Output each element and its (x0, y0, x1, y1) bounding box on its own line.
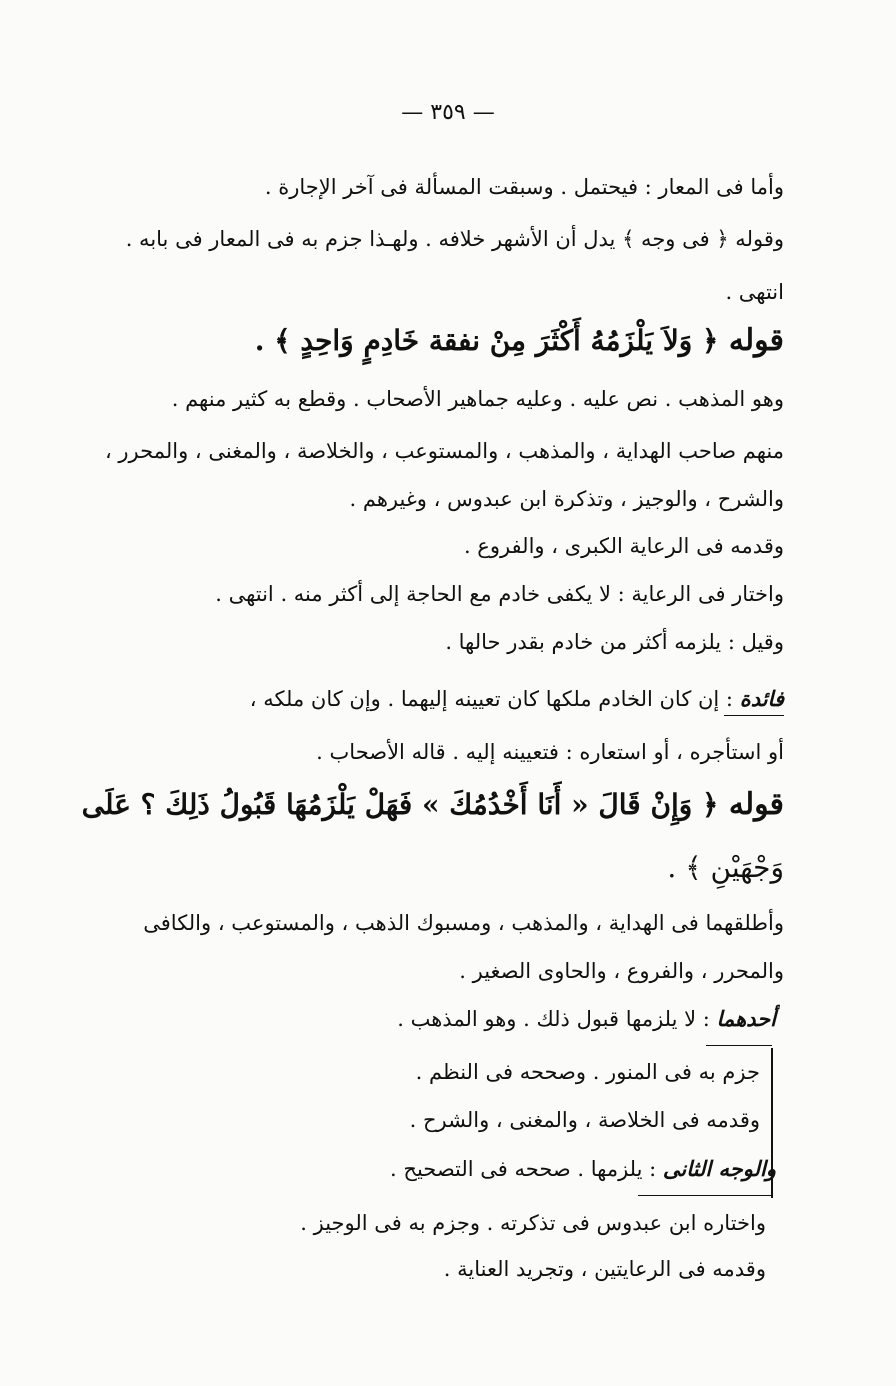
text-line: وقيل : يلزمه أكثر من خادم بقدر حالها . (445, 630, 784, 654)
text-line: وقدمه فى الرعاية الكبرى ، والفروع . (463, 534, 784, 558)
option-text: : يلزمها . صححه فى التصحيح . (390, 1157, 657, 1181)
text-line: وأما فى المعار : فيحتمل . وسبقت المسألة فى آخر الإجارة . (264, 175, 784, 199)
text-line: منهم صاحب الهداية ، والمذهب ، والمستوعب ، والخلاصة ، والمغنى ، والمحرر ، (104, 439, 784, 463)
text-line: واختاره ابن عبدوس فى تذكرته . وجزم به فى الوجيز . (300, 1211, 766, 1235)
heading-line (254, 323, 784, 358)
text-line: وَجْهَيْنِ ﴾ . (667, 851, 784, 884)
text-line: انتهى . (725, 280, 784, 304)
text-line (397, 1008, 776, 1030)
heading-lead: قوله (728, 323, 784, 358)
page-number: — ٣٥٩ — (401, 100, 495, 125)
underline (724, 715, 784, 716)
text-line (250, 688, 784, 710)
heading-lead: قوله (728, 787, 784, 822)
underline (638, 1195, 772, 1196)
note-lead: فائدة (739, 686, 784, 711)
option-text: : لا يلزمها قبول ذلك . وهو المذهب . (397, 1007, 710, 1031)
text-line: وقوله ﴿ فى وجه ﴾ يدل أن الأشهر خلافه . ولهـذا جزم به فى المعار فى بابه . (125, 227, 784, 251)
text-line (390, 1158, 776, 1180)
text-line: أو استأجره ، أو استعاره : فتعيينه إليه . قاله الأصحاب . (316, 740, 784, 764)
note-text: : إن كان الخادم ملكها كان تعيينه إليهما . وإن كان ملكه ، (249, 687, 733, 711)
text-line: والشرح ، والوجيز ، وتذكرة ابن عبدوس ، وغيرهم . (349, 487, 784, 511)
option-lead: والوجه الثانى (662, 1156, 776, 1181)
text-line: وأطلقهما فى الهداية ، والمذهب ، ومسبوك الذهب ، والمستوعب ، والكافى (143, 911, 784, 935)
heading-line (81, 787, 784, 822)
heading-text: ﴿ وَإِنْ قَالَ « أَنَا أَخْدُمُكَ » فَهَلْ يَلْزَمُهَا قَبُولُ ذَلِكَ ؟ عَلَى (81, 788, 719, 821)
text-line: والمحرر ، والفروع ، والحاوى الصغير . (459, 959, 784, 983)
text-line: وهو المذهب . نص عليه . وعليه جماهير الأصحاب . وقطع به كثير منهم . (171, 387, 784, 411)
text-line: واختار فى الرعاية : لا يكفى خادم مع الحاجة إلى أكثر منه . انتهى . (215, 582, 784, 606)
text-line: جزم به فى المنور . وصححه فى النظم . (415, 1060, 760, 1084)
option-lead: أحدهما (716, 1006, 776, 1031)
text-line: وقدمه فى الخلاصة ، والمغنى ، والشرح . (409, 1108, 760, 1132)
heading-text: ﴿ وَلاَ يَلْزَمُهُ أَكْثَرَ مِنْ نفقة خَادِمٍ وَاحِدٍ ﴾ . (254, 324, 719, 357)
underline (706, 1045, 772, 1046)
text-line: وقدمه فى الرعايتين ، وتجريد العناية . (443, 1257, 766, 1281)
